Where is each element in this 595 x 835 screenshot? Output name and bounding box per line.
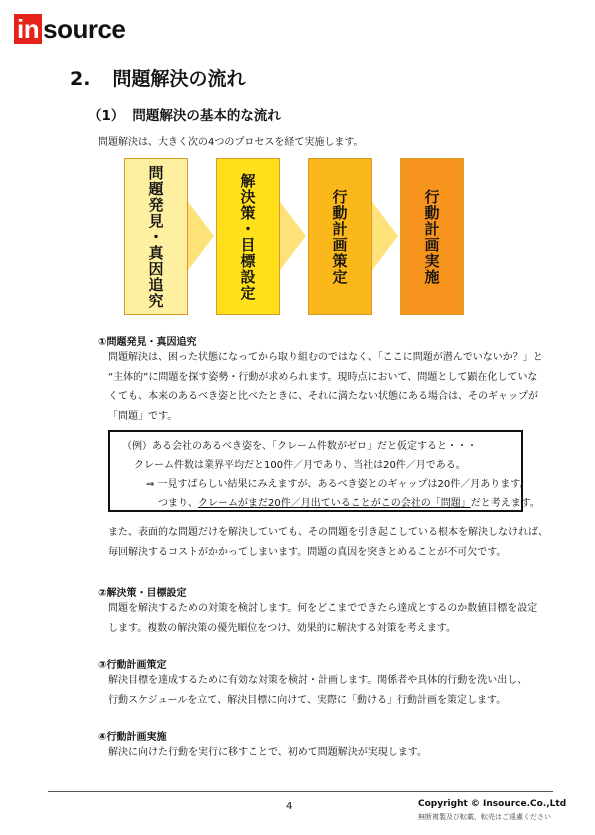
page-number: 4 (286, 801, 293, 812)
subheading-number: （1） (88, 108, 125, 124)
logo-prefix: in (14, 14, 42, 44)
flow-step-2 (216, 158, 280, 315)
copyright-note: 無断複製及び転載、転売はご遠慮ください (418, 813, 551, 821)
example-line: ⇒ 一見すばらしい結果にみえますが、あるべき姿とのギャップは20件／月あります。 (146, 479, 530, 490)
flow-step-label: 解決策・目標設定 (238, 172, 257, 301)
flow-arrow (280, 202, 306, 270)
flow-step-3 (308, 158, 372, 315)
paragraph-line: 毎回解決するコストがかかってしまいます。問題の真因を突きとめることが不可欠です。 (108, 546, 507, 558)
subheading (88, 104, 281, 124)
example-line: （例）ある会社のあるべき姿を、「クレーム件数がゼロ」だと仮定すると・・・ (122, 441, 477, 452)
copyright: Copyright © Insource.Co.,Ltd (418, 799, 567, 809)
flow-step-label: 問題発見・真因追究 (146, 164, 165, 309)
heading-number: 2. (70, 68, 91, 90)
section-2-title: ②解決策・目標設定 (98, 588, 187, 599)
example-underlined-text: クレームがまだ20件／月出ていることがこの会社の「問題」 (198, 498, 471, 509)
flow-arrow (372, 202, 398, 270)
process-flow-diagram (124, 158, 464, 315)
paragraph-line: 問題解決は、困った状態になってから取り組むのではなく、「ここに問題が潜んでいないか？」と (108, 352, 543, 363)
flow-step-4 (400, 158, 464, 315)
insource-logo (14, 14, 125, 44)
paragraph-line: 「問題」です。 (108, 410, 178, 422)
paragraph-line: 問題を解決するための対策を検討します。何をどこまでできたら達成とするのか数値目標を設定 (108, 603, 538, 614)
paragraph-line: くても、本来のあるべき姿と比べたときに、それに満たない状態にある場合は、そのギャップが (108, 391, 538, 402)
flow-step-1 (124, 158, 188, 315)
example-text: つまり、 (158, 498, 198, 509)
section-2-body (108, 599, 548, 638)
section-1-after (108, 523, 548, 562)
subheading-title: 問題解決の基本的な流れ (132, 108, 281, 124)
logo-text: source (43, 14, 126, 44)
section-4-body (108, 743, 548, 763)
example-line (158, 494, 540, 509)
page-title (70, 64, 245, 91)
intro-text: 問題解決は、大きく次の4つのプロセスを経て実施します。 (98, 137, 364, 148)
paragraph-line: します。複数の解決策の優先順位をつけ、効果的に解決する対策を考えます。 (108, 622, 456, 634)
example-text: だと考えます。 (470, 498, 540, 509)
paragraph-line: 解決目標を達成するために有効な対策を検討・計画します。関係者や具体的行動を洗い出し、 (108, 675, 528, 686)
flow-step-label: 行動計画策定 (330, 188, 349, 285)
section-3-body (108, 671, 548, 710)
flow-arrow (188, 202, 214, 270)
example-line: クレーム件数は業界平均だと100件／月であり、当社は20件／月である。 (134, 460, 466, 471)
flow-step-label: 行動計画実施 (422, 188, 441, 285)
section-4-title: ④行動計画実施 (98, 732, 167, 743)
paragraph-line: また、表面的な問題だけを解決していても、その問題を引き起こしている根本を解決しなければ、 (108, 527, 548, 538)
example-box (108, 430, 540, 512)
paragraph-line: 行動スケジュールを立て、解決目標に向けて、実際に「動ける」行動計画を策定します。 (108, 694, 507, 706)
section-1-body (108, 348, 548, 426)
section-3-title: ③行動計画策定 (98, 660, 167, 671)
section-1-title: ①問題発見・真因追究 (98, 337, 197, 348)
paragraph-line: “主体的”に問題を探す姿勢・行動が求められます。現時点において、問題として顕在化していな (108, 371, 538, 383)
paragraph-line: 解決に向けた行動を実行に移すことで、初めて問題解決が実現します。 (108, 747, 427, 758)
footer-divider (48, 791, 553, 792)
heading-title: 問題解決の流れ (112, 68, 246, 90)
